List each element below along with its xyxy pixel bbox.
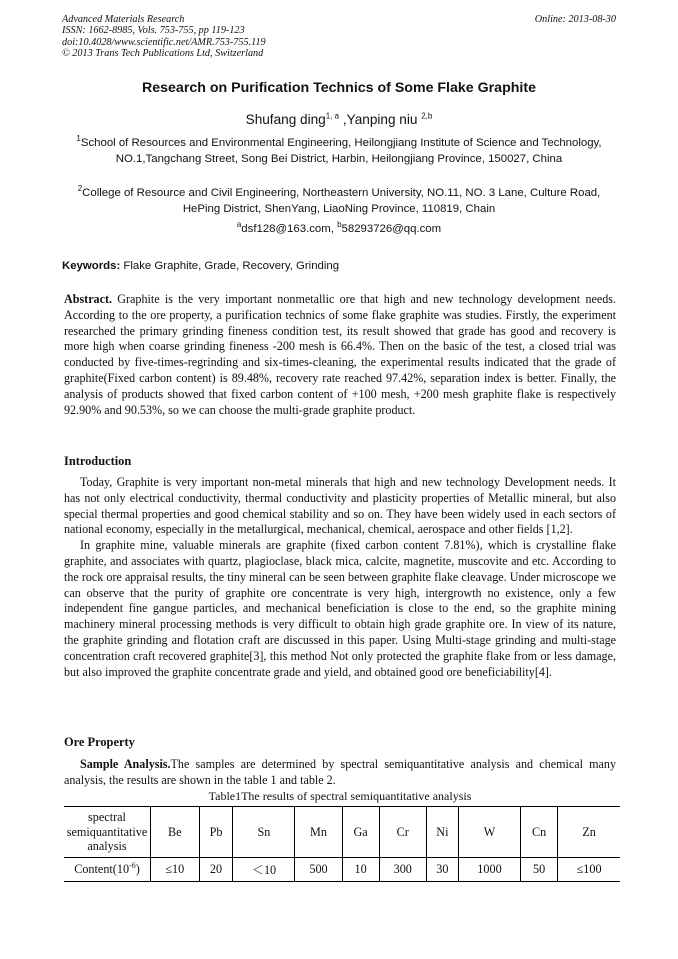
email-b[interactable]: 58293726@qq.com (341, 223, 442, 235)
col-header: Mn (295, 807, 342, 858)
keywords-label: Keywords: (62, 260, 121, 272)
introduction-body (64, 475, 616, 680)
email-line (62, 220, 616, 235)
col-header: Sn (233, 807, 295, 858)
table-cell: 10 (342, 858, 379, 882)
journal-header (62, 14, 616, 60)
author-line (62, 112, 616, 127)
table-cell: 20 (199, 858, 233, 882)
table-row (64, 858, 620, 882)
journal-name: Advanced Materials Research (62, 14, 185, 25)
row-label (64, 858, 151, 882)
table-cell: ≤100 (558, 858, 620, 882)
table-cell: 500 (295, 858, 342, 882)
paper-title: Research on Purification Technics of Some Flake Graphite (142, 80, 536, 96)
affiliation-1 (62, 136, 616, 167)
author-2: Yanping niu (346, 112, 422, 127)
table-cell: 300 (379, 858, 426, 882)
intro-paragraph-2: In graphite mine, valuable minerals are graphite (fixed carbon content 7.81%), which is crystalline flake graphite, and associates with quartz, plagioclase, black mica, calcite, magnetite, muscovite and etc. According to the rock ore appraisal results, the tiny mineral can be seen between graphite flake cleavage. Under microscope we can observe that the purity of graphite ore concentrate is very high, intergrowth no existence, only a few independent fine gangue particles, and mechanical beneficiation is close to the end, so the graphite mining machinery mineral processing methods is very difficult to obtain high grade graphite ore. In view of its nature, the graphite grinding and flotation craft are discussed in this paper. Using Multi-stage grinding and multi-stage concentration craft recovered graphite[3], this method Not only protected the graphite flake from or less damage, but also improved the graphite concentrate grade and yield, and obtained good ore beneficiability[4]. (64, 538, 616, 679)
email-a-sup: a (236, 220, 242, 230)
table-cell: 1000 (459, 858, 521, 882)
affiliation-1-num: 1 (76, 134, 81, 144)
table1-caption: Table1The results of spectral semiquantitative analysis (208, 789, 472, 803)
col-header: Ni (426, 807, 458, 858)
row-label-text: Content(10 (74, 862, 130, 877)
keywords-text: Flake Graphite, Grade, Recovery, Grinding (120, 260, 340, 272)
author-2-sup: 2,b (421, 111, 433, 121)
table-cell: ≤10 (151, 858, 200, 882)
row-label-end: ) (135, 862, 140, 877)
author-1-sup: 1, a (325, 111, 340, 121)
table-cell: 30 (426, 858, 458, 882)
author-separator: , (339, 112, 347, 127)
abstract (64, 292, 616, 418)
affiliation-2-text: College of Resource and Civil Engineering, Northeastern University, NO.11, NO. 3 Lane, Culture Road, HePing District, ShenYang, LiaoNing Province, 110819, Chain (82, 187, 601, 215)
sample-paragraph (64, 757, 616, 789)
col-header: Ga (342, 807, 379, 858)
table-header-label: spectral semiquantitative analysis (64, 807, 151, 858)
doi-line: doi:10.4028/www.scientific.net/AMR.753-755.119 (62, 36, 266, 48)
email-a[interactable]: dsf128@163.com, (241, 223, 338, 235)
sample-analysis (64, 757, 616, 789)
introduction-heading: Introduction (64, 454, 132, 468)
online-date: Online: 2013-08-30 (534, 14, 616, 25)
ore-property-heading: Ore Property (64, 735, 135, 749)
affiliation-2 (62, 186, 616, 217)
table-header-row (64, 807, 620, 858)
col-header: Cn (520, 807, 557, 858)
table-cell: ＜10 (233, 858, 295, 882)
col-header: Be (151, 807, 200, 858)
col-header: Zn (558, 807, 620, 858)
spectral-table (64, 806, 620, 882)
col-header: W (459, 807, 521, 858)
email-b-sup: b (337, 220, 342, 230)
issn-line: ISSN: 1662-8985, Vols. 753-755, pp 119-123 (62, 25, 245, 37)
author-1: Shufang ding (245, 112, 326, 127)
keywords (62, 260, 616, 272)
col-header: Cr (379, 807, 426, 858)
col-header: Pb (199, 807, 233, 858)
affiliation-1-text: School of Resources and Environmental Engineering, Heilongjiang Institute of Science and Technology, NO.1,Tangchang Street, Song Bei District, Harbin, Heilongjiang Province, 150027, China (80, 137, 602, 165)
abstract-text: Graphite is the very important nonmetallic ore that high and new technology development needs. According to the ore property, a purification technics of some flake graphite was studies. Firstly, the experiment researched the primary grinding fineness condition test, its result showed that grade has good and recovery is more high when coarse grinding fineness -200 mesh is 66.4%. Then on the basic of the test, a closed trial was conducted by five-times-regrinding and six-times-cleaning, the experimental results indicated that the grade of graphite(Fixed carbon content) is 89.48%, recovery rate reached 97.42%, separation index is better. Finally, the analysis of products showed that fixed carbon content of +100 mesh, +200 mesh graphite flake is respectively 92.90% and 90.53%, so we can choose the multi-grade graphite product. (64, 292, 616, 417)
sample-analysis-label: Sample Analysis. (80, 757, 171, 771)
sample-analysis-text: The samples are determined by spectral semiquantitative analysis and chemical many analysis, the results are shown in the table 1 and table 2. (64, 757, 616, 787)
table-cell: 50 (520, 858, 557, 882)
abstract-label: Abstract. (64, 292, 113, 306)
copyright-line: © 2013 Trans Tech Publications Ltd, Switzerland (62, 48, 264, 60)
affiliation-2-num: 2 (77, 184, 83, 194)
intro-paragraph-1: Today, Graphite is very important non-metal minerals that high and new technology Development needs. It has not only electrical conductivity, thermal conductivity and plasticity properties of Metallic mineral, but also special thermal properties and good chemical stability and so on. They have been widely used in each sectors of national economy, especially in the metallurgical, mechanical, chemical, aerospace and other fields [1,2]. (64, 475, 616, 537)
row-label-sup: -6 (129, 861, 136, 871)
